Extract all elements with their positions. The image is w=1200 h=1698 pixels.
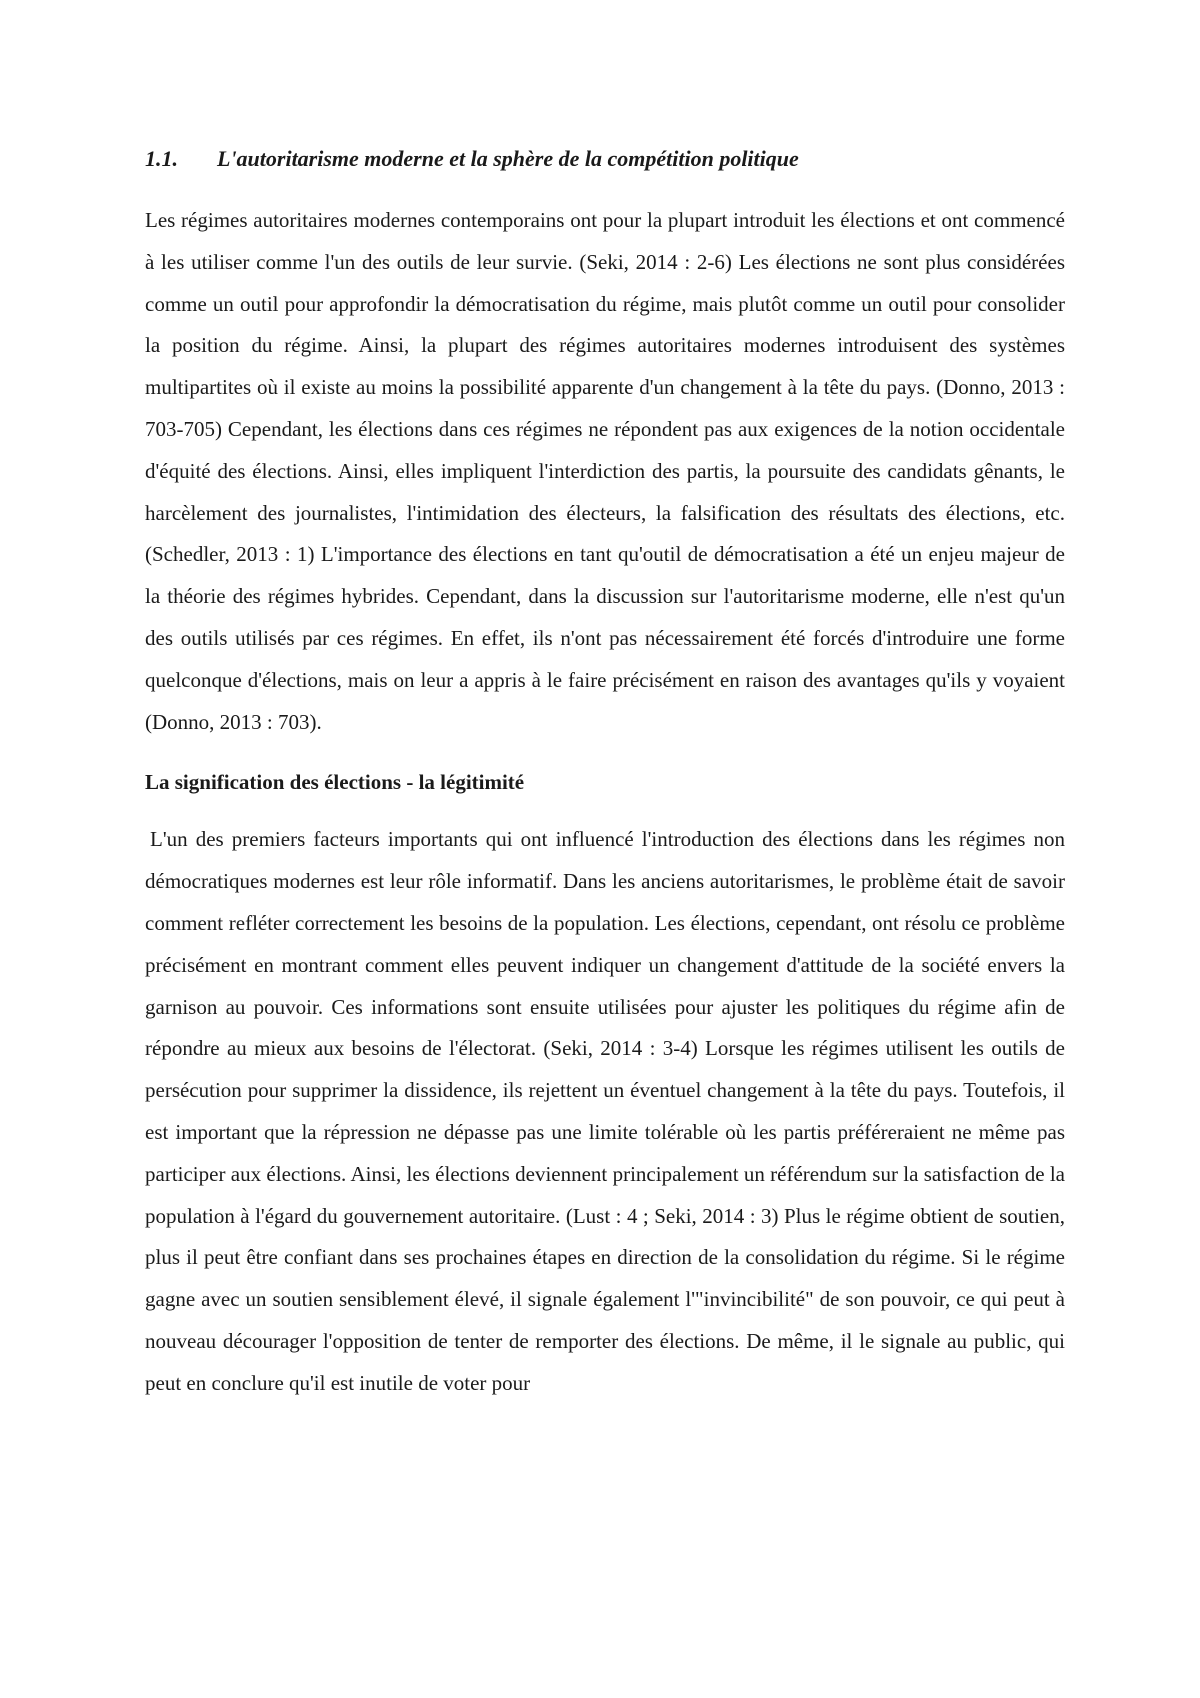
section-heading <box>145 138 1065 180</box>
section-number: 1.1. <box>145 146 178 171</box>
subsection-paragraph: L'un des premiers facteurs importants qui ont influencé l'introduction des élections dans les régimes non démocratiques modernes est leur rôle informatif. Dans les anciens autoritarismes, le problème était de savoir comment refléter correctement les besoins de la population. Les élections, cependant, ont résolu ce problème précisément en montrant comment elles peuvent indiquer un changement d'attitude de la société envers la garnison au pouvoir. Ces informations sont ensuite utilisées pour ajuster les politiques du régime afin de répondre au mieux aux besoins de l'électorat. (Seki, 2014 : 3-4) Lorsque les régimes utilisent les outils de persécution pour supprimer la dissidence, ils rejettent un éventuel changement à la tête du pays. Toutefois, il est important que la répression ne dépasse pas une limite tolérable où les partis préféreraient ne même pas participer aux élections. Ainsi, les élections deviennent principalement un référendum sur la satisfaction de la population à l'égard du gouvernement autoritaire. (Lust : 4 ; Seki, 2014 : 3) Plus le régime obtient de soutien, plus il peut être confiant dans ses prochaines étapes en direction de la consolidation du régime. Si le régime gagne avec un soutien sensiblement élevé, il signale également l'"invincibilité" de son pouvoir, ce qui peut à nouveau décourager l'opposition de tenter de remporter des élections. De même, il le signale au public, qui peut en conclure qu'il est inutile de voter pour <box>145 827 1065 1395</box>
section-title: L'autoritarisme moderne et la sphère de la compétition politique <box>217 146 799 171</box>
body-paragraph: Les régimes autoritaires modernes contemporains ont pour la plupart introduit les élections et ont commencé à les utiliser comme l'un des outils de leur survie. (Seki, 2014 : 2-6) Les élections ne sont plus considérées comme un outil pour approfondir la démocratisation du régime, mais plutôt comme un outil pour consolider la position du régime. Ainsi, la plupart des régimes autoritaires modernes introduisent des systèmes multipartites où il existe au moins la possibilité apparente d'un changement à la tête du pays. (Donno, 2013 : 703-705) Cependant, les élections dans ces régimes ne répondent pas aux exigences de la notion occidentale d'équité des élections. Ainsi, elles impliquent l'interdiction des partis, la poursuite des candidats gênants, le harcèlement des journalistes, l'intimidation des électeurs, la falsification des résultats des élections, etc. (Schedler, 2013 : 1) L'importance des élections en tant qu'outil de démocratisation a été un enjeu majeur de la théorie des régimes hybrides. Cependant, dans la discussion sur l'autoritarisme moderne, elle n'est qu'un des outils utilisés par ces régimes. En effet, ils n'ont pas nécessairement été forcés d'introduire une forme quelconque d'élections, mais on leur a appris à le faire précisément en raison des avantages qu'ils y voyaient (Donno, 2013 : 703). <box>145 208 1065 734</box>
subsection-heading: La signification des élections - la légitimité <box>145 770 525 795</box>
document-page <box>145 138 1065 1405</box>
